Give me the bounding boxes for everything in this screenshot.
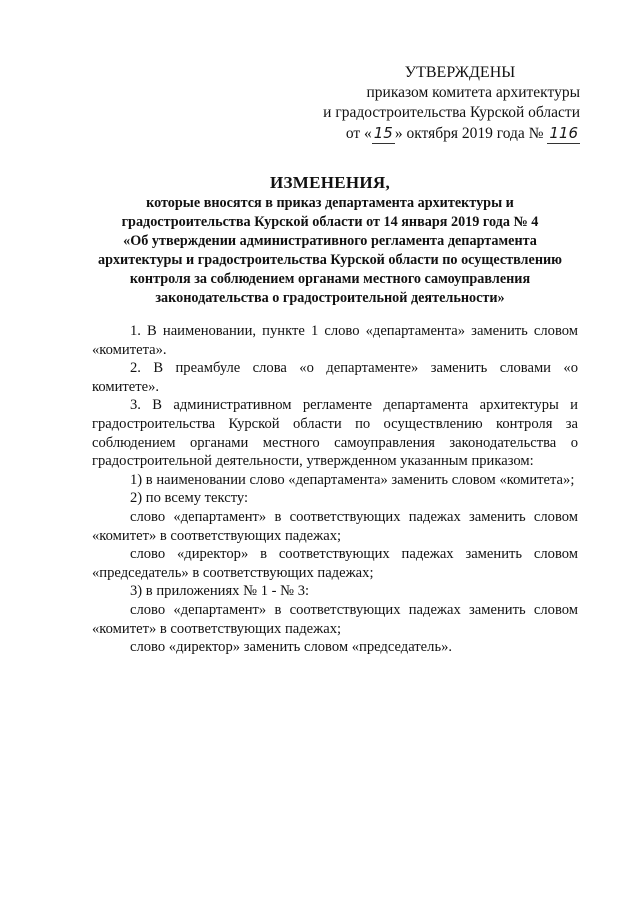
approval-number-handwritten: 116 [549,124,578,142]
heading-line: градостроительства Курской области от 14 января 2019 года № 4 [121,214,539,230]
paragraph: 3. В административном регламенте департамента архитектуры и градостроительства Курской области по осуществлению контроля за соблюдением органами местного самоуправления законодательства о градостроительной деятельности, утвержденном указанным приказом: [92,397,578,470]
paragraph: 2) по всему тексту: [130,490,249,507]
paragraph: 1) в наименовании слово «департамента» заменить словом «комитета»; [130,471,575,488]
heading-line: законодательства о градостроительной деятельности» [155,290,505,306]
paragraph: слово «директор» в соответствующих падежах заменить словом «председатель» в соответствующих падежах; [92,546,578,581]
approval-line-1: приказом комитета архитектуры [366,84,580,101]
approval-title: УТВЕРЖДЕНЫ [404,64,516,81]
approval-line-2: и градостроительства Курской области [323,104,580,121]
paragraph: 3) в приложениях № 1 - № 3: [130,583,310,600]
paragraph: слово «департамент» в соответствующих падежах заменить словом «комитет» в соответствующих падежах; [92,508,578,544]
approval-date-middle: » октября 2019 года № [394,125,544,142]
heading-line: «Об утверждении административного регламента департамента [123,233,537,249]
document-heading [60,172,600,308]
paragraph: 1. В наименовании, пункте 1 слово «департамента» заменить словом «комитета». [92,323,578,358]
approval-day-handwritten: 15 [373,124,393,142]
approval-date-prefix: от « [345,125,372,142]
paragraph: слово «директор» заменить словом «председатель». [130,639,453,656]
document-body [92,322,578,657]
heading-line: контроля за соблюдением органами местного самоуправления [129,271,531,287]
approval-block [300,63,580,144]
paragraph: 2. В преамбуле слова «о департаменте» заменить словами «о комитете». [92,360,578,395]
heading-line: которые вносятся в приказ департамента архитектуры и [146,195,514,211]
approval-date-line [300,123,580,144]
paragraph: слово «департамент» в соответствующих падежах заменить словом «комитет» в соответствующих падежах; [92,601,578,637]
heading-line: архитектуры и градостроительства Курской области по осуществлению [97,252,563,268]
heading-title: ИЗМЕНЕНИЯ, [269,173,391,192]
